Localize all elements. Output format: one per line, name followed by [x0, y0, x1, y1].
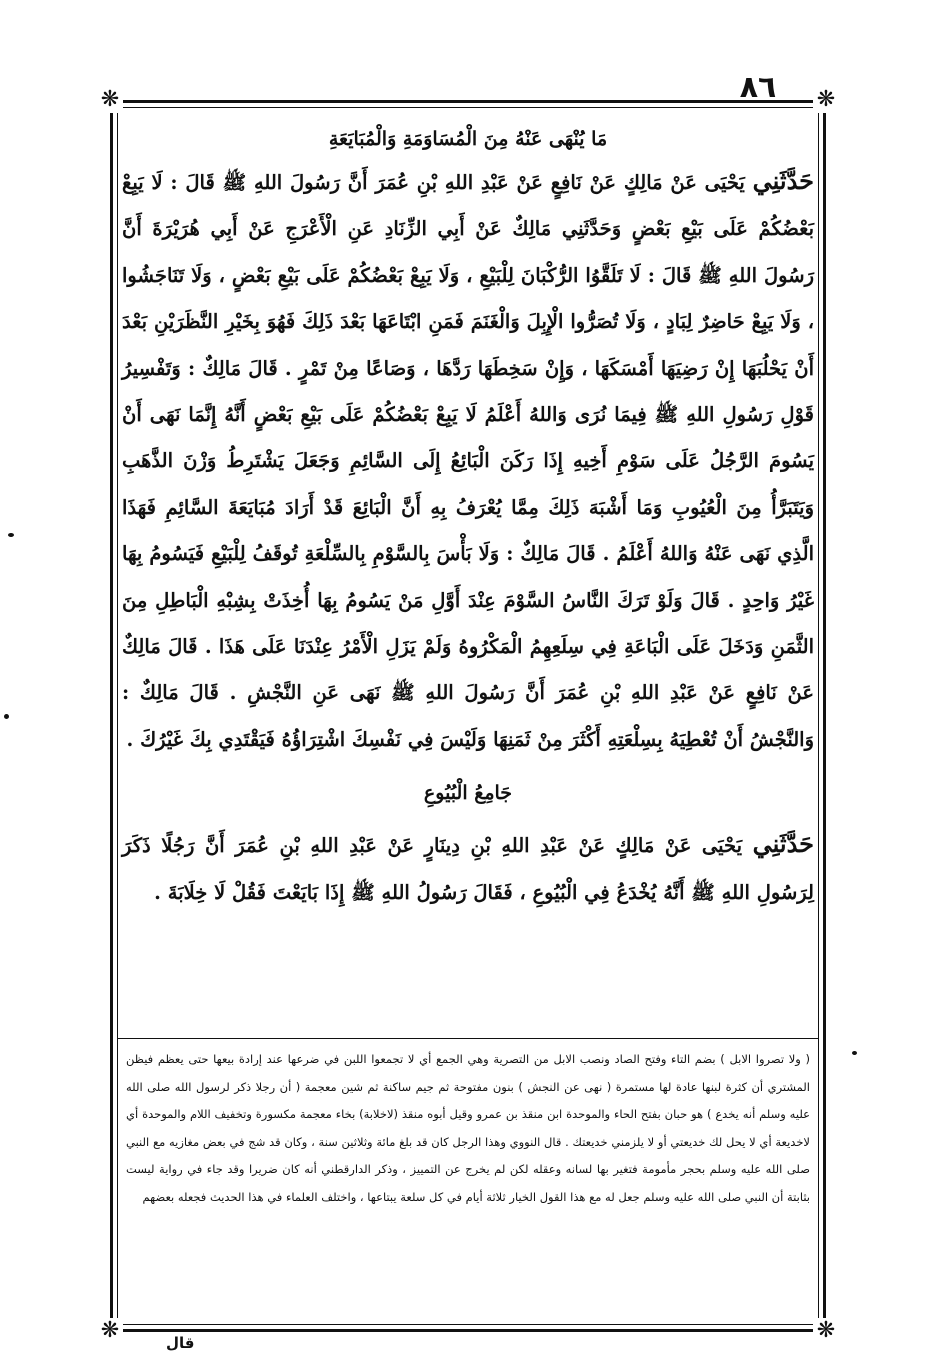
page-number: ٨٦	[739, 70, 777, 105]
chapter-heading-1: مَا يُنْهَى عَنْهُ مِنَ الْمُسَاوَمَةِ وَالْمُبَايَعَةِ	[328, 128, 608, 150]
corner-ornament-top-right: ❋	[813, 87, 839, 113]
catchword: قال	[166, 1334, 195, 1352]
corner-ornament-bottom-right: ❋	[813, 1318, 839, 1344]
main-text	[122, 118, 814, 916]
paragraph-lead-word: حَدَّثَنِي	[752, 166, 814, 195]
footnotes: ( ولا تصروا الابل ) بضم التاء وفتح الصاد ونصب الابل من التصرية وهي الجمع أي لا تجمعوا اللبن في ضرعها عند إرادة بيعها حتى يعظم فيظن المشتري أن كثرة لبنها عادة لها مستمرة ( نهى عن النجش ) بنون مفتوحة ثم جيم ساكنة ثم شين معجمة ( أن رجلا ذكر لرسول الله صلى الله عليه وسلم أنه يخدع ) هو حبان بفتح الحاء والموحدة ابن منقذ بن عمرو وقيل أبوه منقذ (لاخلابة) بخاء معجمة مكسورة وتخفيف اللام والموحدة أي لاخديعة أي لا يحل لك خديعتي أو لا يلزمني خديعتك . قال النووي وهذا الرجل كان قد بلغ مائة وثلاثين سنة ، وكان قد شج في بعض مغازيه مع النبي صلى الله عليه وسلم بحجر مأمومة فتغير بها لسانه وعقله لكن لم يخرج عن التمييز ، وذكر الدارقطني أنه كان ضريرا وقد جاء في رواية ليست بثابتة أن النبي صلى الله عليه وسلم جعل له مع هذا القول الخيار ثلاثة أيام في كل سلعة يبتاعها ، واختلف العلماء في هذا الحديث فجعله بعضهم	[126, 1052, 810, 1204]
paragraph-body: يَحْيَى عَنْ مَالِكٍ عَنْ عَبْدِ اللهِ بْنِ دِينَارٍ عَنْ عَبْدِ اللهِ بْنِ عُمَرَ أَنَّ رَجُلًا ذَكَرَ لِرَسُولِ اللهِ ﷺ أَنَّهُ يُخْدَعُ فِي الْبُيُوعِ ، فَقَالَ رَسُولُ اللهِ ﷺ إِذَا بَايَعْتَ فَقُلْ لَا خِلَابَةَ .	[122, 834, 814, 904]
corner-ornament-top-left: ❋	[97, 87, 123, 113]
paragraph-body: يَحْيَى عَنْ مَالِكٍ عَنْ نَافِعٍ عَنْ عَبْدِ اللهِ بْنِ عُمَرَ أَنَّ رَسُولَ اللهِ ﷺ قَالَ : لَا يَبِعْ بَعْضُكُمْ عَلَى بَيْعِ بَعْضٍ وَحَدَّثَنِي مَالِكٌ عَنْ أَبِي الزِّنَادِ عَنِ الْأَعْرَجِ عَنْ أَبِي هُرَيْرَةَ أَنَّ رَسُولَ اللهِ ﷺ قَالَ : لَا تَلَقَّوُا الرُّكْبَانَ لِلْبَيْعِ ، وَلَا يَبِعْ بَعْضُكُمْ عَلَى بَيْعِ بَعْضٍ ، وَلَا تَنَاجَشُوا ، وَلَا يَبِعْ حَاضِرٌ لِبَادٍ ، وَلَا تُصَرُّوا الْإِبِلَ وَالْغَنَمَ فَمَنِ ابْتَاعَهَا بَعْدَ ذَلِكَ فَهُوَ بِخَيْرِ النَّظَرَيْنِ بَعْدَ أَنْ يَحْلُبَهَا إِنْ رَضِيَهَا أَمْسَكَهَا ، وَإِنْ سَخِطَهَا رَدَّهَا ، وَصَاعًا مِنْ تَمْرٍ . قَالَ مَالِكٌ : وَتَفْسِيرُ قَوْلِ رَسُولِ اللهِ ﷺ فِيمَا نُرَى وَاللهُ أَعْلَمُ لَا يَبِعْ بَعْضُكُمْ عَلَى بَيْعِ بَعْضٍ أَنَّهُ إِنَّمَا نَهَى أَنْ يَسُومَ الرَّجُلُ عَلَى سَوْمِ أَخِيهِ إِذَا رَكَنَ الْبَائِعُ إِلَى السَّائِمِ وَجَعَلَ يَشْتَرِطُ وَزْنَ الذَّهَبِ وَيَتَبَرَّأُ مِنَ الْعُيُوبِ وَمَا أَشْبَهَ ذَلِكَ مِمَّا يُعْرَفُ بِهِ أَنَّ الْبَائِعَ قَدْ أَرَادَ مُبَايَعَةَ السَّائِمِ فَهَذَا الَّذِي نَهَى عَنْهُ وَاللهُ أَعْلَمُ . قَالَ مَالِكٌ : وَلَا بَأْسَ بِالسَّوْمِ بِالسِّلْعَةِ تُوقَفُ لِلْبَيْعِ فَيَسُومُ بِهَا غَيْرُ وَاحِدٍ . قَالَ وَلَوْ تَرَكَ النَّاسُ السَّوْمَ عِنْدَ أَوَّلِ مَنْ يَسُومُ بِهَا أُخِذَتْ بِشِبْهِ الْبَاطِلِ مِنَ الثَّمَنِ وَدَخَلَ عَلَى الْبَاعَةِ فِي سِلَعِهِمُ الْمَكْرُوهُ وَلَمْ يَزَلِ الْأَمْرُ عِنْدَنَا عَلَى هَذَا . قَالَ مَالِكٌ عَنْ نَافِعٍ عَنْ عَبْدِ اللهِ بْنِ عُمَرَ أَنَّ رَسُولَ اللهِ ﷺ نَهَى عَنِ النَّجْشِ . قَالَ مَالِكٌ : وَالنَّجْشُ أَنْ تُعْطِيَهُ بِسِلْعَتِهِ أَكْثَرَ مِنْ ثَمَنِهَا وَلَيْسَ فِي نَفْسِكَ اشْتِرَاؤُهُ فَيَقْتَدِي بِكَ غَيْرُكَ .	[122, 171, 814, 751]
chapter-heading-2: جَامِعُ الْبُيُوعِ	[423, 782, 513, 805]
hadith-paragraph-2	[122, 821, 814, 916]
corner-ornament-bottom-left: ❋	[97, 1318, 123, 1344]
scan-speck	[852, 1051, 857, 1055]
scan-speck	[8, 533, 14, 537]
footnote-separator	[117, 1038, 819, 1039]
hadith-paragraph-1	[122, 158, 814, 763]
paragraph-lead-word: حَدَّثَنِي	[752, 829, 814, 859]
scan-speck	[4, 714, 9, 719]
